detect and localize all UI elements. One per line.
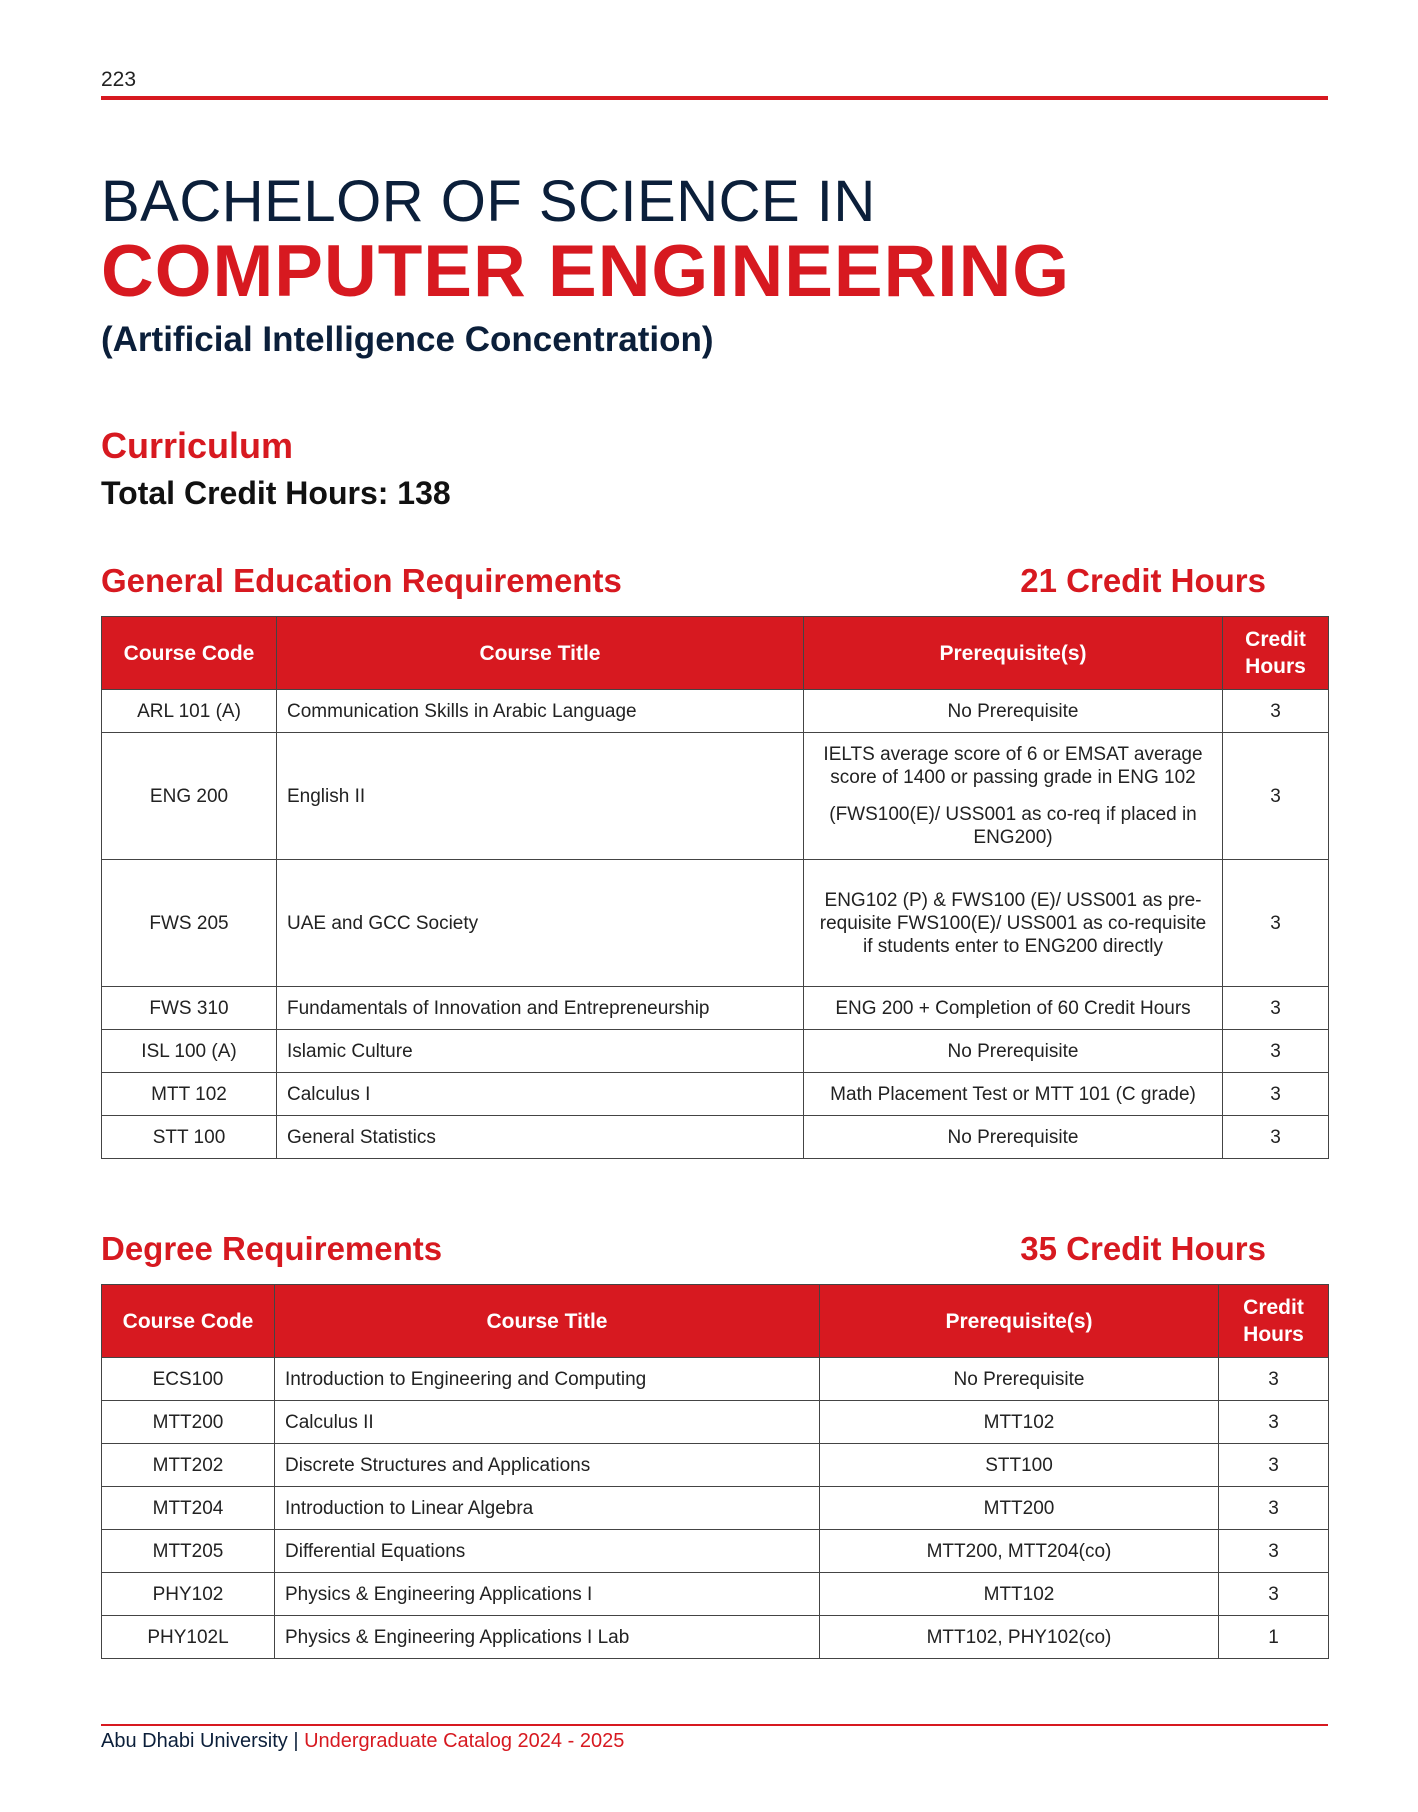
course-title-cell: Calculus I [277,1073,804,1116]
footer-university: Abu Dhabi University [101,1730,288,1752]
col-header-prerequisites: Prerequisite(s) [804,617,1223,690]
prerequisite-cell [820,1616,1219,1659]
top-divider [101,96,1328,100]
course-title-cell: Calculus II [275,1401,820,1444]
prerequisite-cell [820,1573,1219,1616]
course-code-cell: MTT204 [102,1487,275,1530]
course-title-cell: English II [277,733,804,860]
credit-hours-cell: 3 [1219,1573,1329,1616]
prerequisite-text: MTT102 [983,1411,1055,1433]
course-code-cell: ISL 100 (A) [102,1030,277,1073]
prerequisite-text: MTT102 [983,1583,1055,1605]
gen-ed-table-body [102,690,1329,1159]
course-title-cell: Communication Skills in Arabic Language [277,690,804,733]
credit-hours-cell: 3 [1223,733,1329,860]
table-row [102,1358,1329,1401]
course-title-cell: Discrete Structures and Applications [275,1444,820,1487]
page-footer [101,1730,624,1753]
table-row [102,1444,1329,1487]
table-row [102,690,1329,733]
col-header-course-title: Course Title [277,617,804,690]
course-title-cell: General Statistics [277,1116,804,1159]
course-code-cell: MTT200 [102,1401,275,1444]
prerequisite-cell [820,1358,1219,1401]
degree-title-program: COMPUTER ENGINEERING [101,231,1071,312]
course-code-cell: PHY102 [102,1573,275,1616]
prerequisite-text: MTT102, PHY102(co) [926,1626,1112,1648]
course-title-cell: Differential Equations [275,1530,820,1573]
course-title-cell: Introduction to Engineering and Computing [275,1358,820,1401]
footer-divider [101,1724,1328,1726]
course-code-cell: FWS 205 [102,860,277,987]
col-header-course-title: Course Title [275,1285,820,1358]
prerequisite-cell [804,1073,1223,1116]
degree-table-body [102,1358,1329,1659]
prerequisite-cell [820,1444,1219,1487]
course-code-cell: FWS 310 [102,987,277,1030]
gen-ed-table [101,616,1329,1159]
prerequisite-text: No Prerequisite [953,1368,1085,1390]
prerequisite-text: ENG102 (P) & FWS100 (E)/ USS001 as pre-requisite FWS100(E)/ USS001 as co-requisite if students enter to ENG200 directly [819,889,1207,957]
table-row [102,1487,1329,1530]
degree-section-header [101,1230,1266,1274]
course-title-cell: Islamic Culture [277,1030,804,1073]
course-title-cell: Fundamentals of Innovation and Entrepreneurship [277,987,804,1030]
course-code-cell: ARL 101 (A) [102,690,277,733]
prerequisite-text: (FWS100(E)/ USS001 as co-req if placed in ENG200) [829,804,1197,848]
course-code-cell: MTT202 [102,1444,275,1487]
prerequisite-cell [804,1030,1223,1073]
prerequisite-text: No Prerequisite [947,1040,1079,1062]
table-row [102,987,1329,1030]
credit-hours-cell: 3 [1223,1073,1329,1116]
prerequisite-text: Math Placement Test or MTT 101 (C grade) [830,1083,1196,1105]
col-header-course-code: Course Code [102,1285,275,1358]
course-code-cell: STT 100 [102,1116,277,1159]
prerequisite-text: ENG 200 + Completion of 60 Credit Hours [835,997,1191,1019]
credit-hours-cell: 3 [1223,987,1329,1030]
prerequisite-cell [820,1487,1219,1530]
prerequisite-text: No Prerequisite [947,700,1079,722]
gen-ed-heading: General Education Requirements [101,562,622,599]
course-code-cell: ENG 200 [102,733,277,860]
prerequisite-text: STT100 [985,1454,1053,1476]
degree-heading: Degree Requirements [101,1230,443,1267]
footer-catalog: Undergraduate Catalog 2024 - 2025 [304,1730,625,1752]
course-code-cell: PHY102L [102,1616,275,1659]
credit-hours-cell: 1 [1219,1616,1329,1659]
credit-hours-cell: 3 [1219,1487,1329,1530]
curriculum-heading: Curriculum [101,425,294,466]
course-title-cell: Physics & Engineering Applications I Lab [275,1616,820,1659]
prerequisite-cell [804,690,1223,733]
course-title-cell: Physics & Engineering Applications I [275,1573,820,1616]
prerequisite-text: MTT200 [983,1497,1055,1519]
course-code-cell: MTT205 [102,1530,275,1573]
col-header-credit-hours: Credit Hours [1223,617,1329,690]
table-row [102,1073,1329,1116]
page-number: 223 [101,68,137,91]
degree-title-prefix: BACHELOR OF SCIENCE IN [101,169,876,234]
credit-hours-cell: 3 [1223,1030,1329,1073]
credit-hours-cell: 3 [1223,690,1329,733]
table-row [102,1116,1329,1159]
footer-separator: | [293,1730,299,1752]
table-header-row [102,617,1329,690]
credit-hours-cell: 3 [1219,1530,1329,1573]
prerequisite-cell [804,1116,1223,1159]
degree-title-concentration: (Artificial Intelligence Concentration) [101,320,714,359]
credit-hours-cell: 3 [1223,1116,1329,1159]
col-header-credit-hours: Credit Hours [1219,1285,1329,1358]
degree-table [101,1284,1329,1659]
prerequisite-cell [804,987,1223,1030]
prerequisite-cell [804,733,1223,860]
table-row [102,1573,1329,1616]
credit-hours-cell: 3 [1219,1358,1329,1401]
credit-hours-cell: 3 [1223,860,1329,987]
table-row [102,860,1329,987]
prerequisite-text: IELTS average score of 6 or EMSAT average score of 1400 or passing grade in ENG 102 [823,744,1203,788]
col-header-course-code: Course Code [102,617,277,690]
prerequisite-cell [820,1530,1219,1573]
gen-ed-credit-hours: 21 Credit Hours [1020,562,1266,599]
table-row [102,1030,1329,1073]
prerequisite-text: No Prerequisite [947,1126,1079,1148]
course-code-cell: ECS100 [102,1358,275,1401]
table-row [102,1401,1329,1444]
prerequisite-cell [820,1401,1219,1444]
degree-credit-hours: 35 Credit Hours [1020,1230,1266,1267]
table-row [102,733,1329,860]
table-row [102,1616,1329,1659]
total-credit-hours: Total Credit Hours: 138 [101,475,451,511]
gen-ed-section-header [101,562,1266,606]
credit-hours-cell: 3 [1219,1401,1329,1444]
credit-hours-cell: 3 [1219,1444,1329,1487]
prerequisite-cell [804,860,1223,987]
course-code-cell: MTT 102 [102,1073,277,1116]
course-title-cell: Introduction to Linear Algebra [275,1487,820,1530]
course-title-cell: UAE and GCC Society [277,860,804,987]
col-header-prerequisites: Prerequisite(s) [820,1285,1219,1358]
table-header-row [102,1285,1329,1358]
prerequisite-text: MTT200, MTT204(co) [926,1540,1112,1562]
table-row [102,1530,1329,1573]
